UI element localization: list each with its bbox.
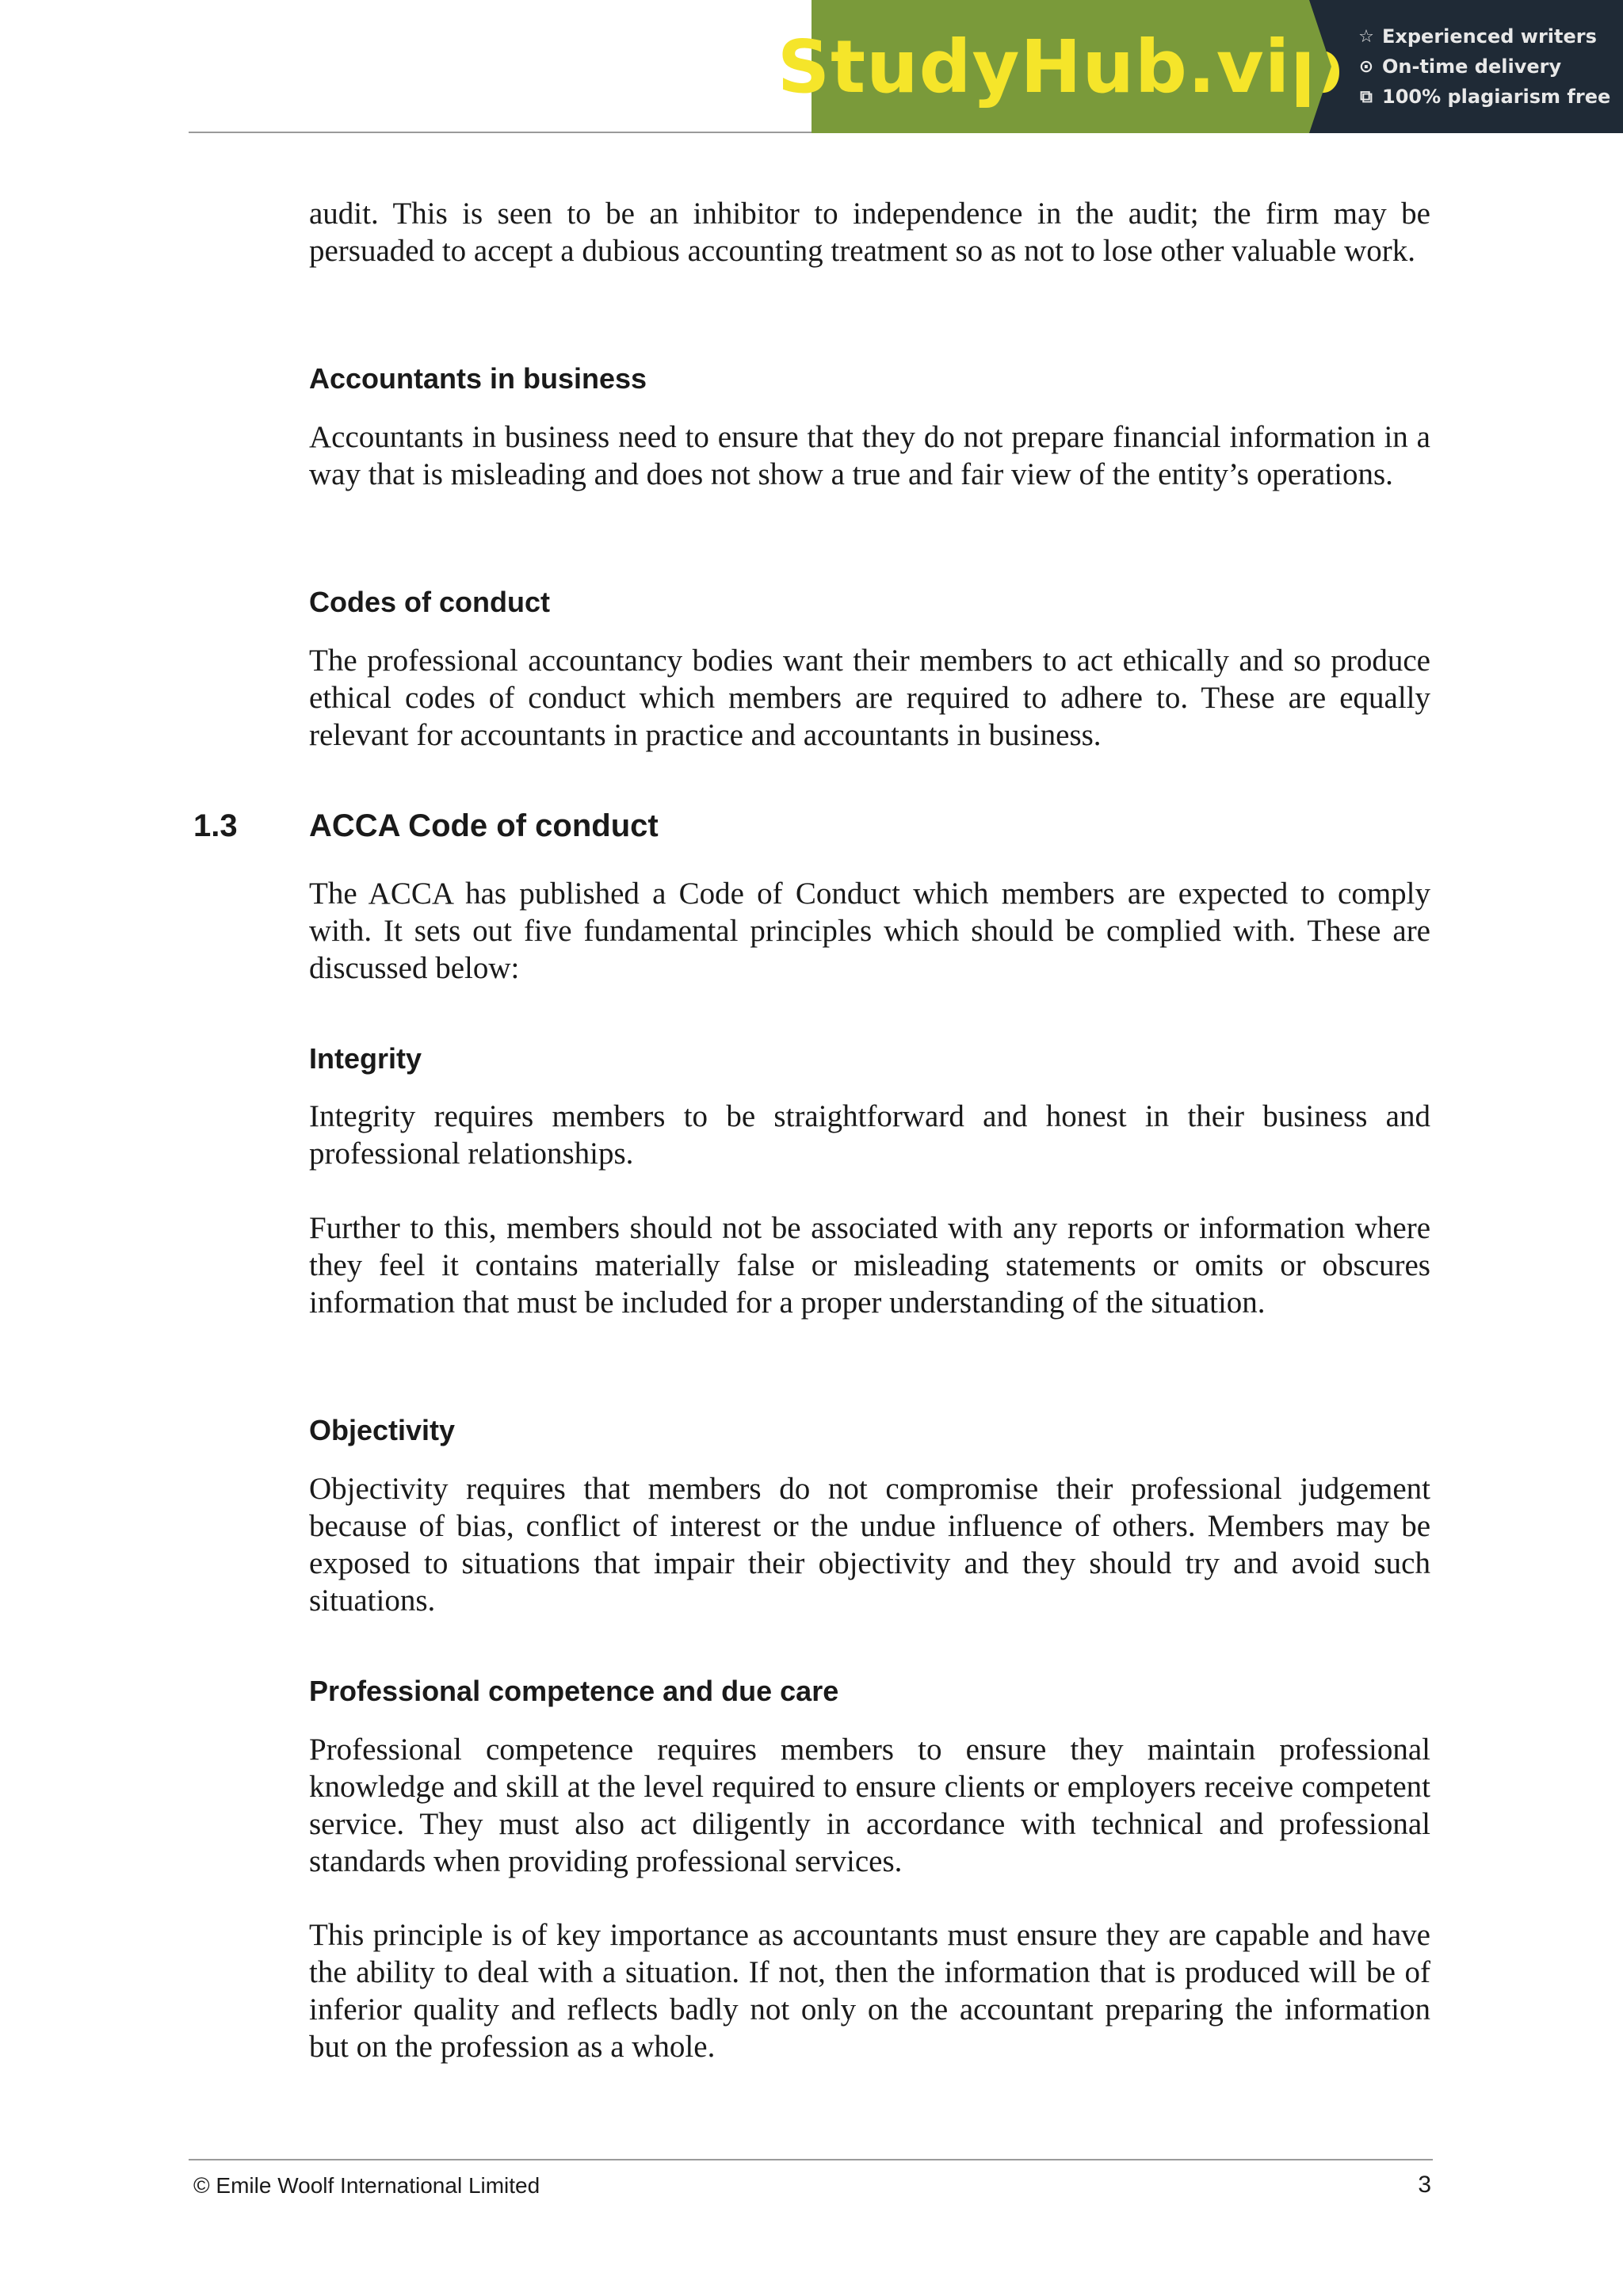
section-title: ACCA Code of conduct (309, 808, 659, 843)
accountants-in-business-paragraph: Accountants in business need to ensure that they do not prepare financial information in a way that is misleading and does not show a true and fair view of the entity’s operations. (309, 420, 1430, 491)
objectivity-paragraph: Objectivity requires that members do not compromise their professional judgement because of bias, conflict of interest or the undue influence of others. Members may be exposed to situations that impair their objectivity and they should try and avoid such situations. (309, 1472, 1430, 1618)
codes-of-conduct-paragraph: The professional accountancy bodies want their members to act ethically and so produce ethical codes of conduct which members are required to adhere to. These are equally relevant for accountants in practice and accountants in business. (309, 644, 1430, 752)
competence-paragraph-2: This principle is of key importance as accountants must ensure they are capable and have the ability to deal with a situation. If not, then the information that is produced will be of inferior quality and reflects badly not only on the accountant preparing the information but on the profession as a whole. (309, 1918, 1430, 2064)
section-number: 1.3 (193, 808, 238, 843)
section-paragraph: The ACCA has published a Code of Conduct which members are expected to comply with. It sets out five fundamental principles which should be complied with. These are discussed below: (309, 877, 1430, 985)
brand-name: StudyHub.vip (777, 24, 1344, 109)
brand-logo[interactable] (777, 0, 1344, 133)
feature-experienced-writers (1357, 25, 1623, 48)
accountants-in-business-heading: Accountants in business (309, 362, 647, 395)
page-number: 3 (1418, 2172, 1431, 2198)
feature-label: Experienced writers (1382, 25, 1597, 48)
feature-label: On-time delivery (1382, 55, 1562, 78)
competence-paragraph-1: Professional competence requires members to ensure they maintain professional knowledge and skill at the level required to ensure clients or employers receive competent service. They must also act diligently in accordance with technical and professional standards when providing professional services. (309, 1733, 1430, 1878)
footer-divider (189, 2159, 1433, 2160)
intro-paragraph: audit. This is seen to be an inhibitor to independence in the audit; the firm may be persuaded to accept a dubious accounting treatment so as not to lose other valuable work. (309, 197, 1430, 268)
clock-icon: ⊙ (1358, 56, 1374, 77)
integrity-paragraph-2: Further to this, members should not be associated with any reports or information where they feel it contains materially false or misleading statements or omits or obscures information that must be included for a proper understanding of the situation. (309, 1211, 1430, 1320)
integrity-heading: Integrity (309, 1042, 422, 1075)
feature-plagiarism-free (1357, 86, 1623, 108)
competence-heading: Professional competence and due care (309, 1675, 839, 1707)
integrity-paragraph-1: Integrity requires members to be straightforward and honest in their business and professional relationships. (309, 1099, 1430, 1171)
footer-copyright: © Emile Woolf International Limited (193, 2173, 540, 2198)
copy-icon: ⧉ (1360, 86, 1373, 107)
feature-list (1309, 0, 1623, 133)
star-icon: ☆ (1358, 26, 1374, 47)
feature-label: 100% plagiarism free (1382, 86, 1611, 108)
studyhub-banner[interactable] (777, 0, 1623, 133)
codes-of-conduct-heading: Codes of conduct (309, 586, 550, 618)
objectivity-heading: Objectivity (309, 1414, 456, 1446)
feature-on-time-delivery (1357, 55, 1623, 78)
